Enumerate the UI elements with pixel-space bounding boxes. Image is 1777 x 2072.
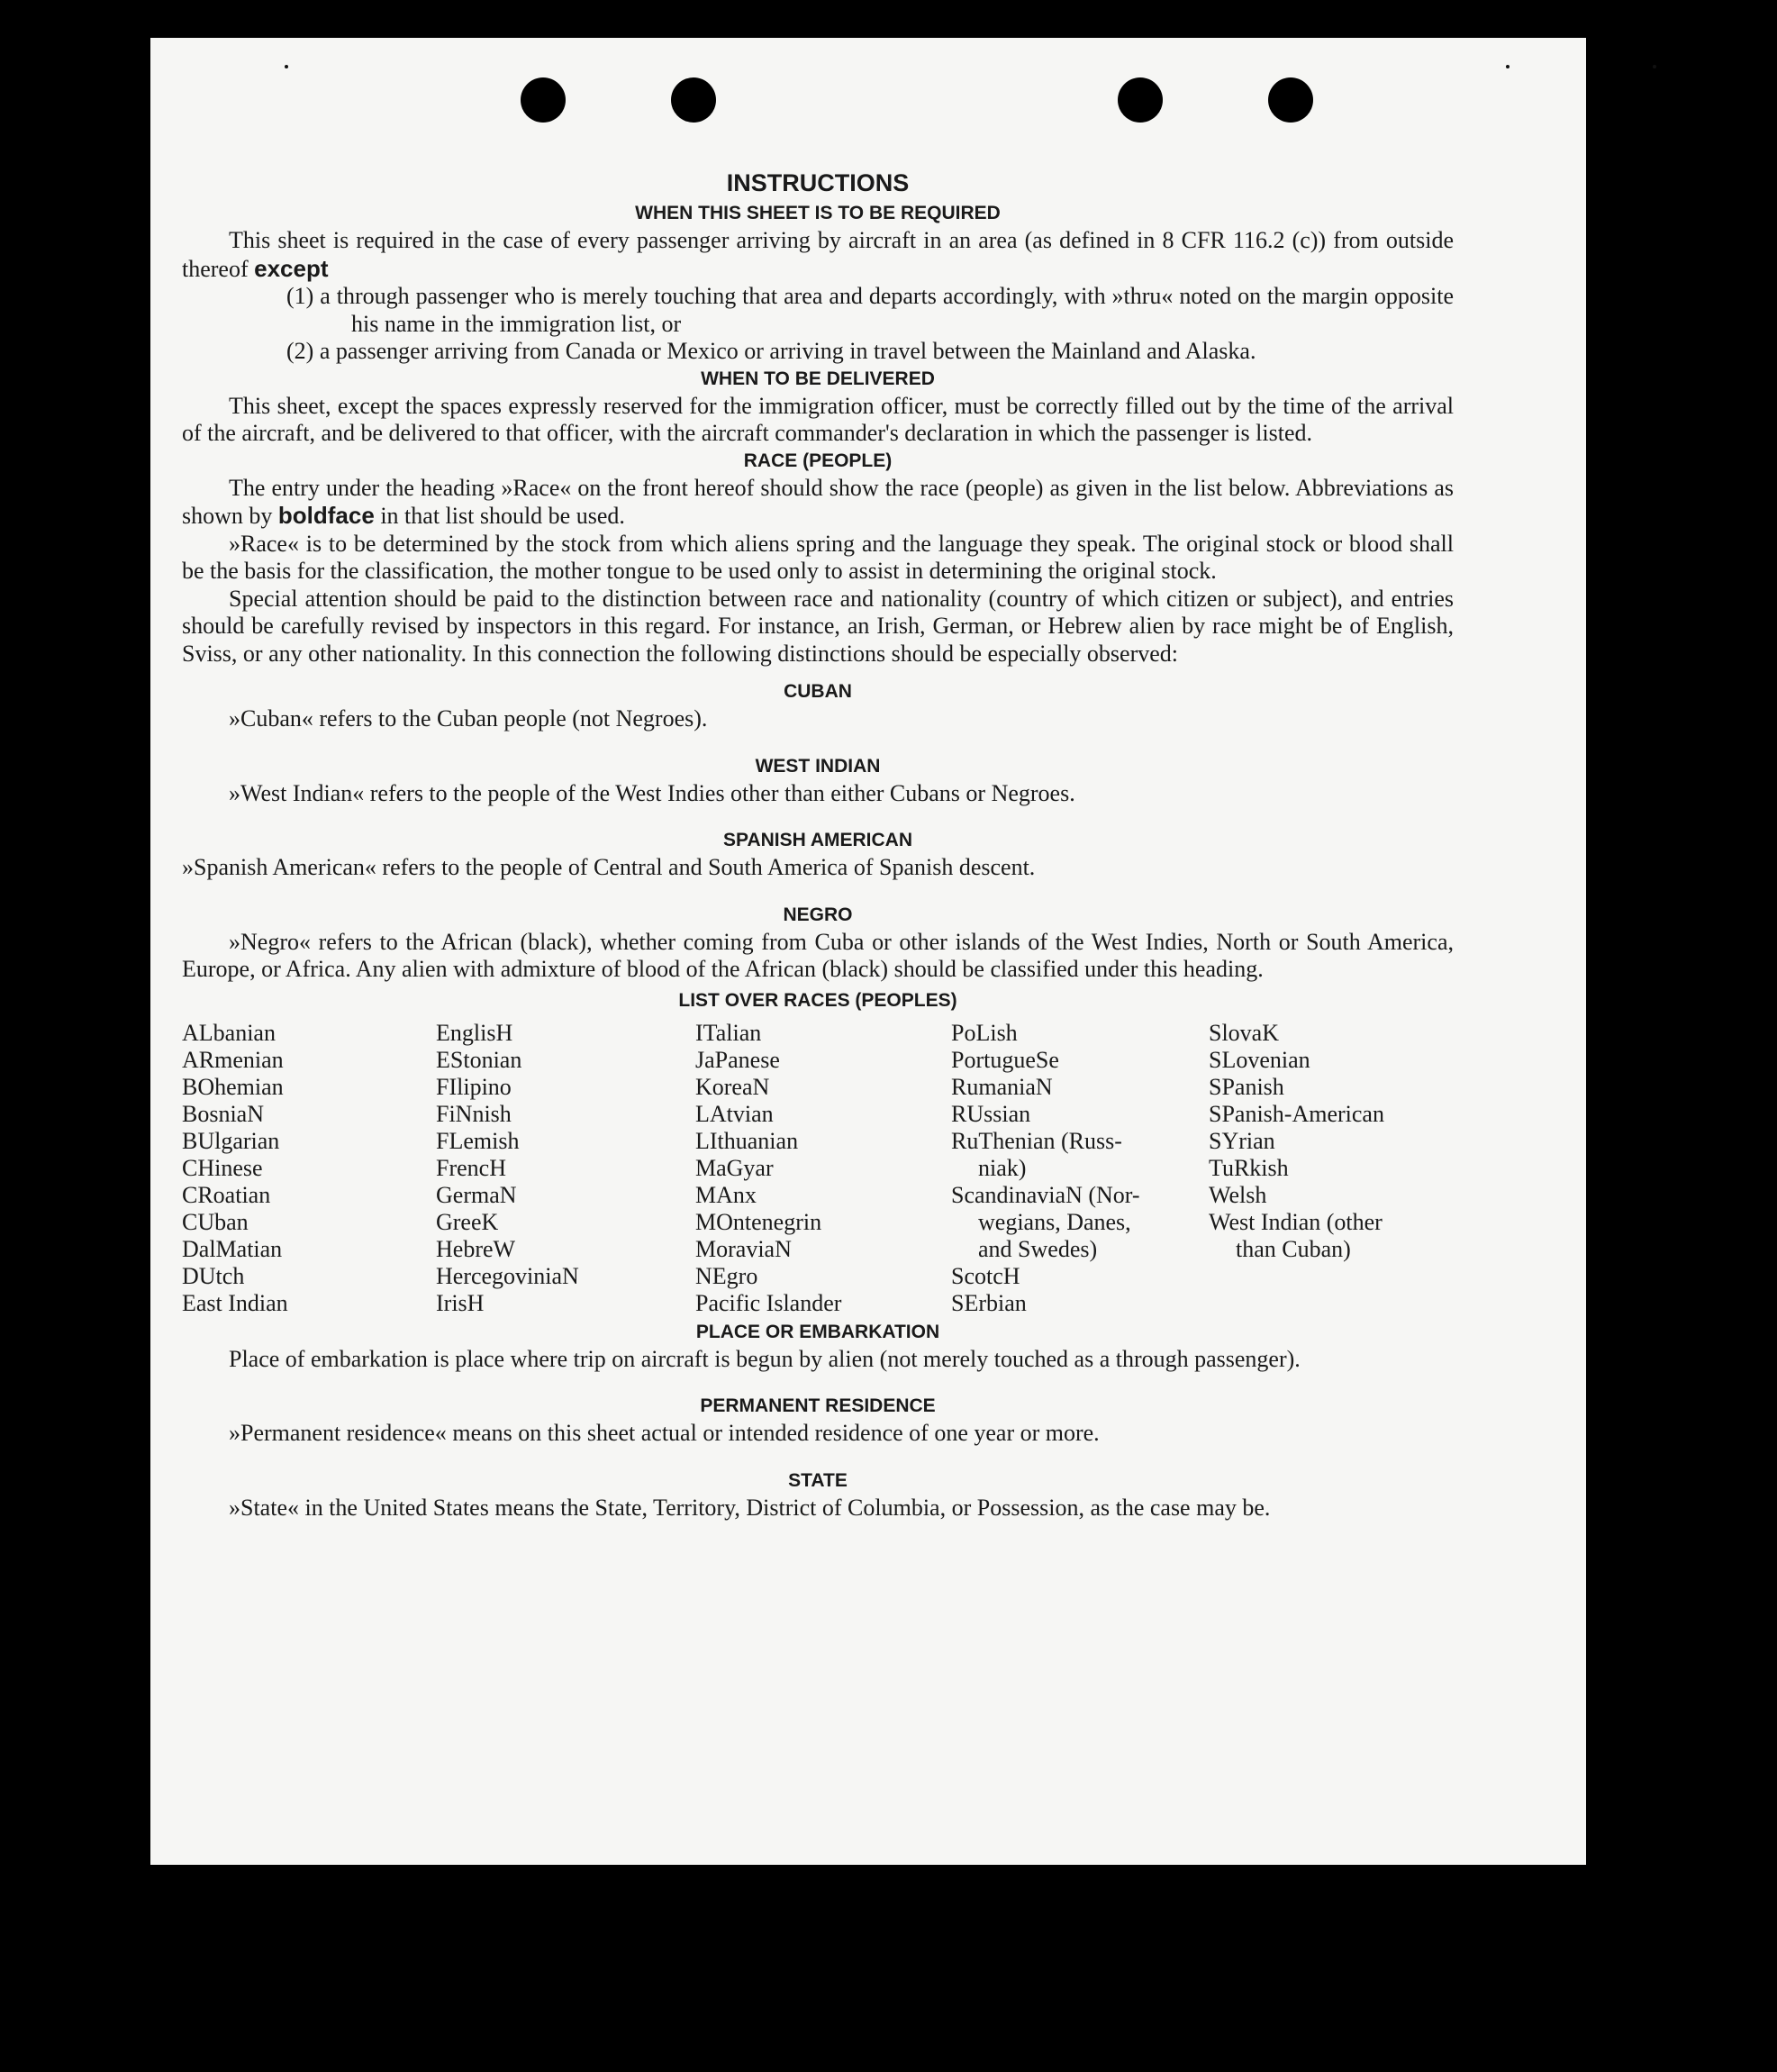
section-heading-races-list: LIST OVER RACES (PEOPLES) — [678, 989, 957, 1011]
race-entry: IrisH — [436, 1289, 485, 1316]
race-entry-west-indian-cont: than Cuban) — [1236, 1235, 1351, 1262]
race-entry: CRoatian — [182, 1181, 271, 1208]
race-p1-text-end: in that list should be used. — [380, 503, 625, 529]
race-entry: GreeK — [436, 1208, 499, 1235]
races-column-4 — [951, 1020, 1209, 1317]
residence-paragraph: »Permanent residence« means on this sheet actual or intended residence of one year or more. — [229, 1420, 1100, 1446]
document-page — [150, 38, 1586, 1865]
exception-item-1: (1) a through passenger who is merely touching that area and departs accordingly, with »thru« noted on the margin opposite his name in the immigration list, or — [286, 283, 1454, 337]
instructions-body — [182, 166, 1454, 1522]
section-heading-state: STATE — [788, 1469, 848, 1491]
section-heading-negro: NEGRO — [783, 904, 853, 925]
delivered-paragraph: This sheet, except the spaces expressly reserved for the immigration officer, must be correctly filled out by the time of the arrival of the aircraft, and be delivered to that officer, with the aircraft commander's declaration in which the passenger is listed. — [182, 392, 1454, 446]
race-entry: KoreaN — [695, 1073, 770, 1100]
race-entry: Pacific Islander — [695, 1289, 842, 1316]
required-intro: This sheet is required in the case of every passenger arriving by aircraft in an area (as defined in 8 CFR 116.2 (c)) from outside thereof — [182, 227, 1454, 282]
race-entry: SPanish-American — [1209, 1100, 1384, 1127]
races-list — [182, 1020, 1454, 1317]
race-entry: ARmenian — [182, 1046, 284, 1073]
section-heading-delivered: WHEN TO BE DELIVERED — [701, 368, 935, 389]
race-entry: BosniaN — [182, 1100, 264, 1127]
race-entry: SlovaK — [1209, 1019, 1279, 1046]
races-column-1 — [182, 1020, 436, 1317]
race-entry: FLemish — [436, 1127, 520, 1154]
race-entry: East Indian — [182, 1289, 288, 1316]
race-entry-scandinavian: ScandinaviaN (Nor- — [951, 1181, 1140, 1208]
page-title: INSTRUCTIONS — [726, 169, 910, 196]
except-keyword: except — [254, 254, 329, 282]
races-column-3 — [695, 1020, 951, 1317]
punch-hole — [521, 77, 566, 123]
race-entry: SYrian — [1209, 1127, 1275, 1154]
race-entry: LIthuanian — [695, 1127, 799, 1154]
spanish-american-paragraph: »Spanish American« refers to the people of Central and South America of Spanish descent. — [182, 854, 1036, 880]
race-entry-scandinavian-cont: wegians, Danes, — [978, 1208, 1131, 1235]
race-entry: ITalian — [695, 1019, 762, 1046]
race-entry-scandinavian-cont: and Swedes) — [978, 1235, 1098, 1262]
section-heading-race: RACE (PEOPLE) — [743, 450, 893, 471]
punch-hole — [671, 77, 716, 123]
exception-item-2: (2) a passenger arriving from Canada or Mexico or arriving in travel between the Mainland and Alaska. — [286, 338, 1256, 364]
cuban-paragraph: »Cuban« refers to the Cuban people (not Negroes). — [229, 705, 708, 732]
race-entry: DalMatian — [182, 1235, 283, 1262]
race-entry: MOntenegrin — [695, 1208, 822, 1235]
race-entry: MoraviaN — [695, 1235, 792, 1262]
race-entry: FiNnish — [436, 1100, 512, 1127]
race-entry: BUlgarian — [182, 1127, 280, 1154]
race-entry: MAnx — [695, 1181, 757, 1208]
race-entry: EnglisH — [436, 1019, 513, 1046]
race-entry: TuRkish — [1209, 1154, 1289, 1181]
race-entry-ruthenian: RuThenian (Russ- — [951, 1127, 1122, 1154]
required-paragraph — [182, 227, 1454, 283]
race-entry: SPanish — [1209, 1073, 1284, 1100]
section-heading-embarkation: PLACE OR EMBARKATION — [695, 1321, 940, 1342]
paper-speck — [285, 65, 288, 68]
races-column-2 — [436, 1020, 695, 1317]
race-entry: Welsh — [1209, 1181, 1267, 1208]
race-entry: NEgro — [695, 1262, 758, 1289]
embarkation-paragraph: Place of embarkation is place where trip on aircraft is begun by alien (not merely touched as a through passenger). — [229, 1345, 1301, 1372]
state-paragraph: »State« in the United States means the State, Territory, District of Columbia, or Possession, as the case may be. — [229, 1494, 1271, 1521]
paper-speck — [1653, 65, 1656, 68]
race-entry: JaPanese — [695, 1046, 780, 1073]
race-entry: BOhemian — [182, 1073, 284, 1100]
section-heading-spanish-american: SPANISH AMERICAN — [722, 830, 912, 850]
paper-speck — [1506, 65, 1510, 68]
section-heading-residence: PERMANENT RESIDENCE — [700, 1395, 936, 1416]
race-paragraph-3: Special attention should be paid to the distinction between race and nationality (country of which citizen or subject), and entries should be carefully revised by inspectors in this regard. For instance, an Irish, German, or Hebrew alien by race might be of English, Sviss, or any other nationality. In this connection the following distinctions should be especially observed: — [182, 585, 1454, 667]
race-entry: ALbanian — [182, 1019, 276, 1046]
race-entry: HebreW — [436, 1235, 516, 1262]
race-entry-west-indian: West Indian (other — [1209, 1208, 1383, 1235]
section-heading-cuban: CUBAN — [784, 681, 852, 702]
race-entry: RumaniaN — [951, 1073, 1053, 1100]
race-entry: LAtvian — [695, 1100, 774, 1127]
race-entry: GermaN — [436, 1181, 517, 1208]
race-p1-text: The entry under the heading »Race« on the front hereof should show the race (people) as given in the list below. Abbreviations as shown by — [182, 474, 1454, 529]
race-paragraph-2: »Race« is to be determined by the stock from which aliens spring and the language they speak. The original stock or blood shall be the basis for the classification, the mother tongue to be used only to assist in determining the original stock. — [182, 530, 1454, 584]
race-entry: HercegoviniaN — [436, 1262, 579, 1289]
section-heading-west-indian: WEST INDIAN — [755, 755, 881, 777]
race-entry: CUban — [182, 1208, 249, 1235]
race-entry: FIlipino — [436, 1073, 512, 1100]
race-entry: PortugueSe — [951, 1046, 1059, 1073]
race-entry: SLovenian — [1209, 1046, 1310, 1073]
race-entry: MaGyar — [695, 1154, 774, 1181]
race-entry: ScotcH — [951, 1262, 1020, 1289]
section-heading-when-required: WHEN THIS SHEET IS TO BE REQUIRED — [635, 203, 1001, 223]
race-entry: CHinese — [182, 1154, 263, 1181]
punch-hole — [1268, 77, 1313, 123]
race-entry: EStonian — [436, 1046, 522, 1073]
race-entry: FrencH — [436, 1154, 506, 1181]
race-paragraph-1 — [182, 475, 1454, 531]
boldface-keyword: boldface — [277, 502, 375, 529]
race-entry: SErbian — [951, 1289, 1027, 1316]
race-entry: PoLish — [951, 1019, 1018, 1046]
race-entry: DUtch — [182, 1262, 245, 1289]
negro-paragraph: »Negro« refers to the African (black), whether coming from Cuba or other islands of the West Indies, North or South America, Europe, or Africa. Any alien with admixture of blood of the African (black) should be classified under this heading. — [182, 928, 1454, 982]
west-indian-paragraph: »West Indian« refers to the people of the West Indies other than either Cubans or Negroes. — [229, 779, 1075, 806]
race-entry-ruthenian-cont: niak) — [978, 1154, 1027, 1181]
punch-hole — [1118, 77, 1163, 123]
race-entry: RUssian — [951, 1100, 1031, 1127]
races-column-5 — [1209, 1020, 1454, 1317]
